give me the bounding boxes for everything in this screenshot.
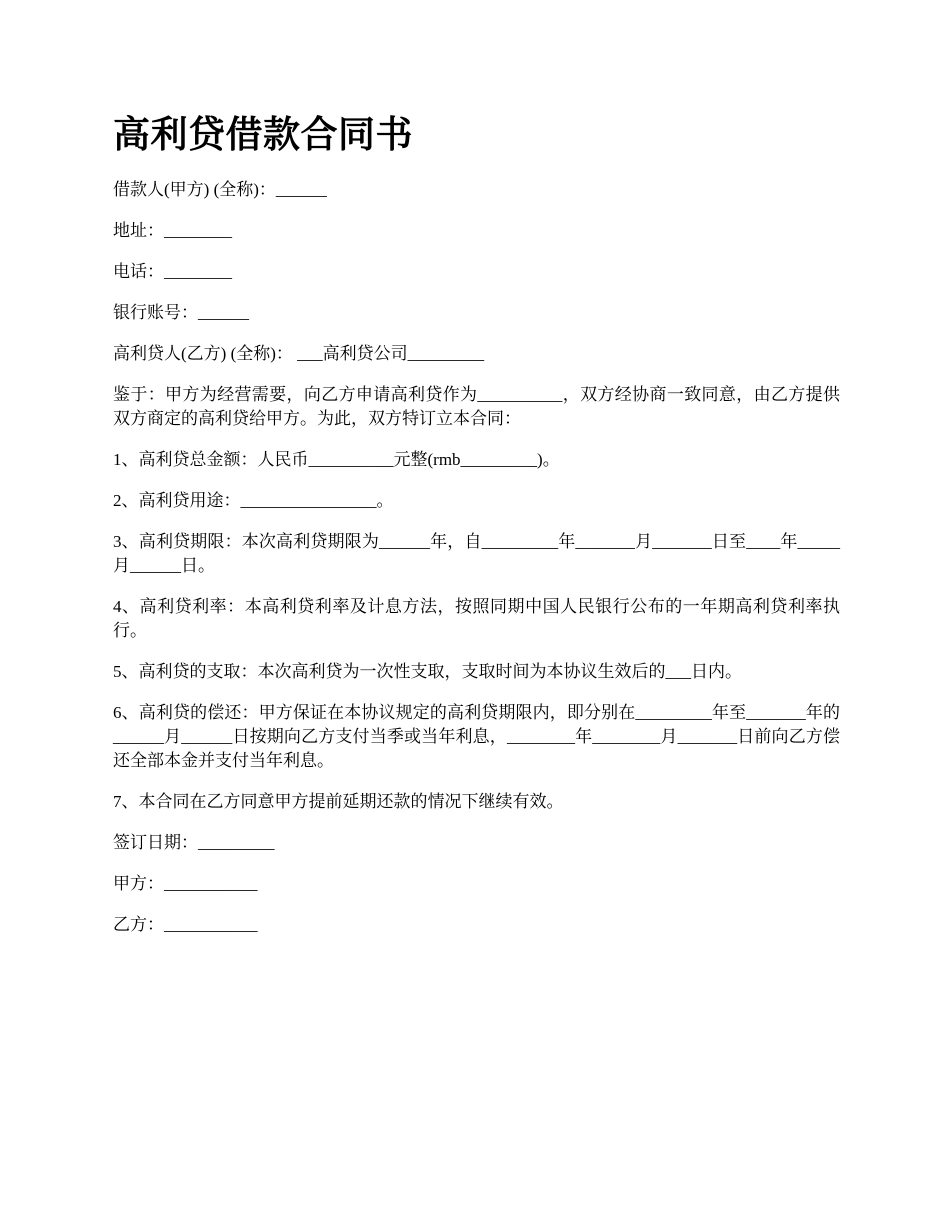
- preamble-paragraph: 鉴于：甲方为经营需要，向乙方申请高利贷作为__________，双方经协商一致同意，由乙方提供双方商定的高利贷给甲方。为此，双方特订立本合同：: [113, 385, 840, 428]
- party-a-signature-line: 甲方：___________: [113, 874, 258, 893]
- clause-total-amount: 1、高利贷总金额：人民币__________元整(rmb_________)。: [113, 450, 560, 469]
- borrower-name-line: 借款人(甲方) (全称)：______: [113, 180, 327, 199]
- clause-repayment: 6、高利贷的偿还：甲方保证在本协议规定的高利贷期限内，即分别在_________年至_______年的______月______日按期向乙方支付当季或当年利息，________年________月_______日前向乙方偿还全部本金并支付当年利息。: [113, 703, 840, 770]
- document-title: 高利贷借款合同书: [113, 115, 413, 156]
- clause-withdrawal: 5、高利贷的支取：本次高利贷为一次性支取，支取时间为本协议生效后的___日内。: [113, 662, 742, 681]
- clause-interest-rate: 4、高利贷利率：本高利贷利率及计息方法，按照同期中国人民银行公布的一年期高利贷利率执行。: [113, 597, 840, 640]
- party-b-signature-line: 乙方：___________: [113, 915, 258, 934]
- clause-validity: 7、本合同在乙方同意甲方提前延期还款的情况下继续有效。: [113, 792, 564, 811]
- signing-date-line: 签订日期：_________: [113, 833, 275, 852]
- address-line: 地址：________: [113, 221, 232, 240]
- lender-name-line: 高利贷人(乙方) (全称)： ___高利贷公司_________: [113, 344, 485, 363]
- clause-term: 3、高利贷期限：本次高利贷期限为______年，自_________年_______月_______日至____年_____月______日。: [113, 532, 840, 575]
- phone-line: 电话：________: [113, 262, 232, 281]
- clause-purpose: 2、高利贷用途：________________。: [113, 491, 394, 510]
- document-page: [113, 112, 840, 954]
- bank-account-line: 银行账号：______: [113, 303, 249, 322]
